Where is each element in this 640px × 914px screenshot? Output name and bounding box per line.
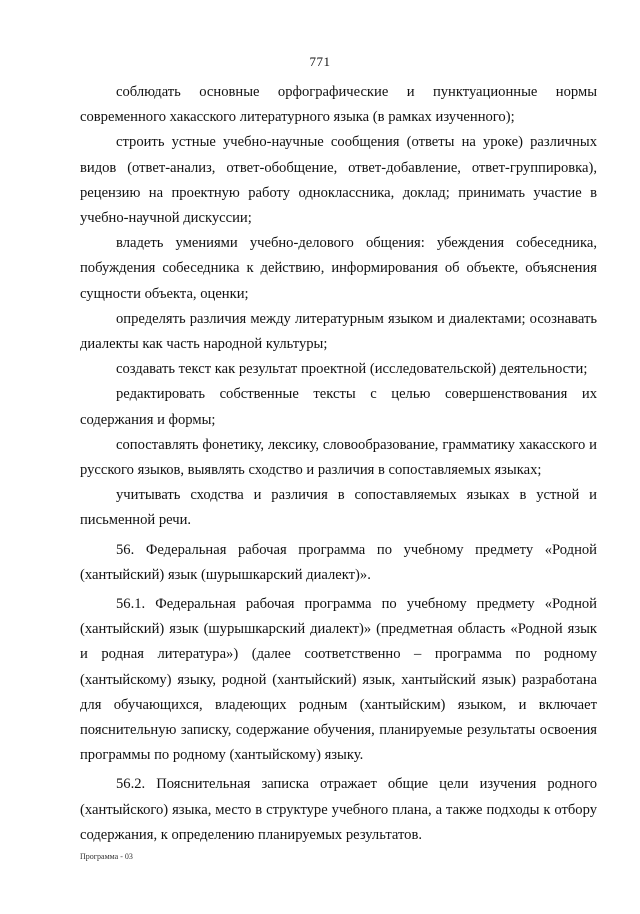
paragraph-business-communication: владеть умениями учебно-делового общения: убеждения собеседника, побуждения собеседника к действию, информирования об объекте, объяснения сущности объекта, оценки; — [80, 235, 597, 302]
paragraph-editing: редактировать собственные тексты с целью совершенствования их содержания и формы; — [80, 386, 597, 428]
paragraph-spelling-norms: соблюдать основные орфографические и пунктуационные нормы современного хакасского литературного языка (в рамках изученного); — [80, 84, 597, 126]
document-body — [80, 80, 597, 848]
paragraph-project-text: создавать текст как результат проектной (исследовательской) деятельности; — [116, 361, 588, 378]
paragraph-compare-languages: сопоставлять фонетику, лексику, словообразование, грамматику хакасского и русского языков, выявлять сходство и различия в сопоставляемых языках; — [80, 436, 597, 479]
footer-label: Программа - 03 — [80, 852, 133, 861]
section-56-1: 56.1. Федеральная рабочая программа по учебному предмету «Родной (хантыйский) язык (шурышкарский диалект)» (предметная область «Родной язык и родная литература») (далее соответственно – программа по родному (хантыйскому) языку, родной (хантыйский) язык, хантыйский язык) разработана для обучающихся, владеющих родным (хантыйским) языком, и включает пояснительную записку, содержание обучения, планируемые результаты освоения программы по родному (хантыйскому) языку. — [80, 596, 597, 764]
paragraph-oral-messages: строить устные учебно-научные сообщения (ответы на уроке) различных видов (ответ-анализ, ответ-обобщение, ответ-добавление, ответ-группировка), рецензию на проектную работу одноклассника, доклад; принимать участие в учебно-научной дискуссии; — [80, 134, 597, 227]
section-56-2: 56.2. Пояснительная записка отражает общие цели изучения родного (хантыйского) языка, место в структуре учебного плана, а также подходы к отбору содержания, к определению планируемых результатов. — [80, 776, 597, 843]
paragraph-similarities: учитывать сходства и различия в сопоставляемых языках в устной и письменной речи. — [80, 487, 597, 529]
page-number: 771 — [309, 54, 331, 69]
section-56-heading: 56. Федеральная рабочая программа по учебному предмету «Родной (хантыйский) язык (шурышкарский диалект)». — [80, 541, 597, 583]
paragraph-dialects: определять различия между литературным языком и диалектами; осознавать диалекты как часть народной культуры; — [80, 310, 597, 353]
